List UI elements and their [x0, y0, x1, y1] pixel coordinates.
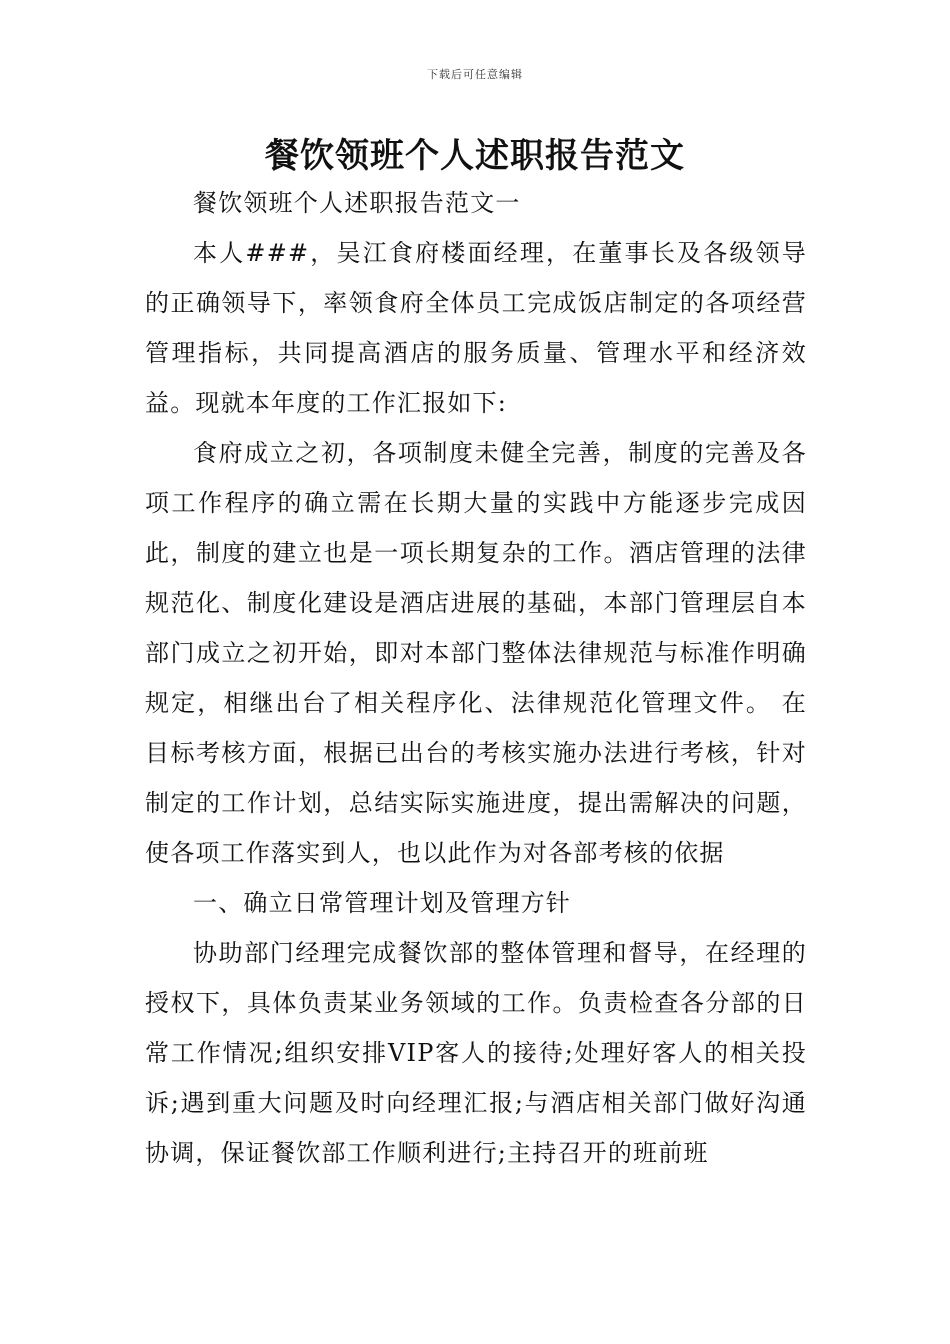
paragraph-system: 食府成立之初，各项制度未健全完善，制度的完善及各项工作程序的确立需在长期大量的实践中方能逐步完成因此，制度的建立也是一项长期复杂的工作。酒店管理的法律规范化、制度化建设是酒店进展的基础，本部门管理层自本部门成立之初开始，即对本部门整体法律规范与标准作明确规定，相继出台了相关程序化、法律规范化管理文件。 在目标考核方面，根据已出台的考核实施办法进行考核，针对制定的工作计划，总结实际实施进度，提出需解决的问题，使各项工作落实到人，也以此作为对各部考核的依据 — [145, 439, 807, 867]
section-heading-1: 餐饮领班个人述职报告范文一 — [193, 189, 521, 217]
document-body — [145, 178, 807, 1178]
paragraph-duties: 协助部门经理完成餐饮部的整体管理和督导，在经理的授权下，具体负责某业务领域的工作。负责检查各分部的日常工作情况;组织安排VIP客人的接待;处理好客人的相关投诉;遇到重大问题及时向经理汇报;与酒店相关部门做好沟通协调，保证餐饮部工作顺利进行;主持召开的班前班 — [145, 939, 807, 1167]
paragraph-intro: 本人###，吴江食府楼面经理，在董事长及各级领导的正确领导下，率领食府全体员工完成饭店制定的各项经营管理指标，共同提高酒店的服务质量、管理水平和经济效益。现就本年度的工作汇报如下: — [145, 239, 807, 417]
section-heading-2: 一、确立日常管理计划及管理方针 — [193, 889, 571, 917]
header-note: 下载后可任意编辑 — [427, 68, 523, 81]
document-title: 餐饮领班个人述职报告范文 — [265, 136, 685, 176]
